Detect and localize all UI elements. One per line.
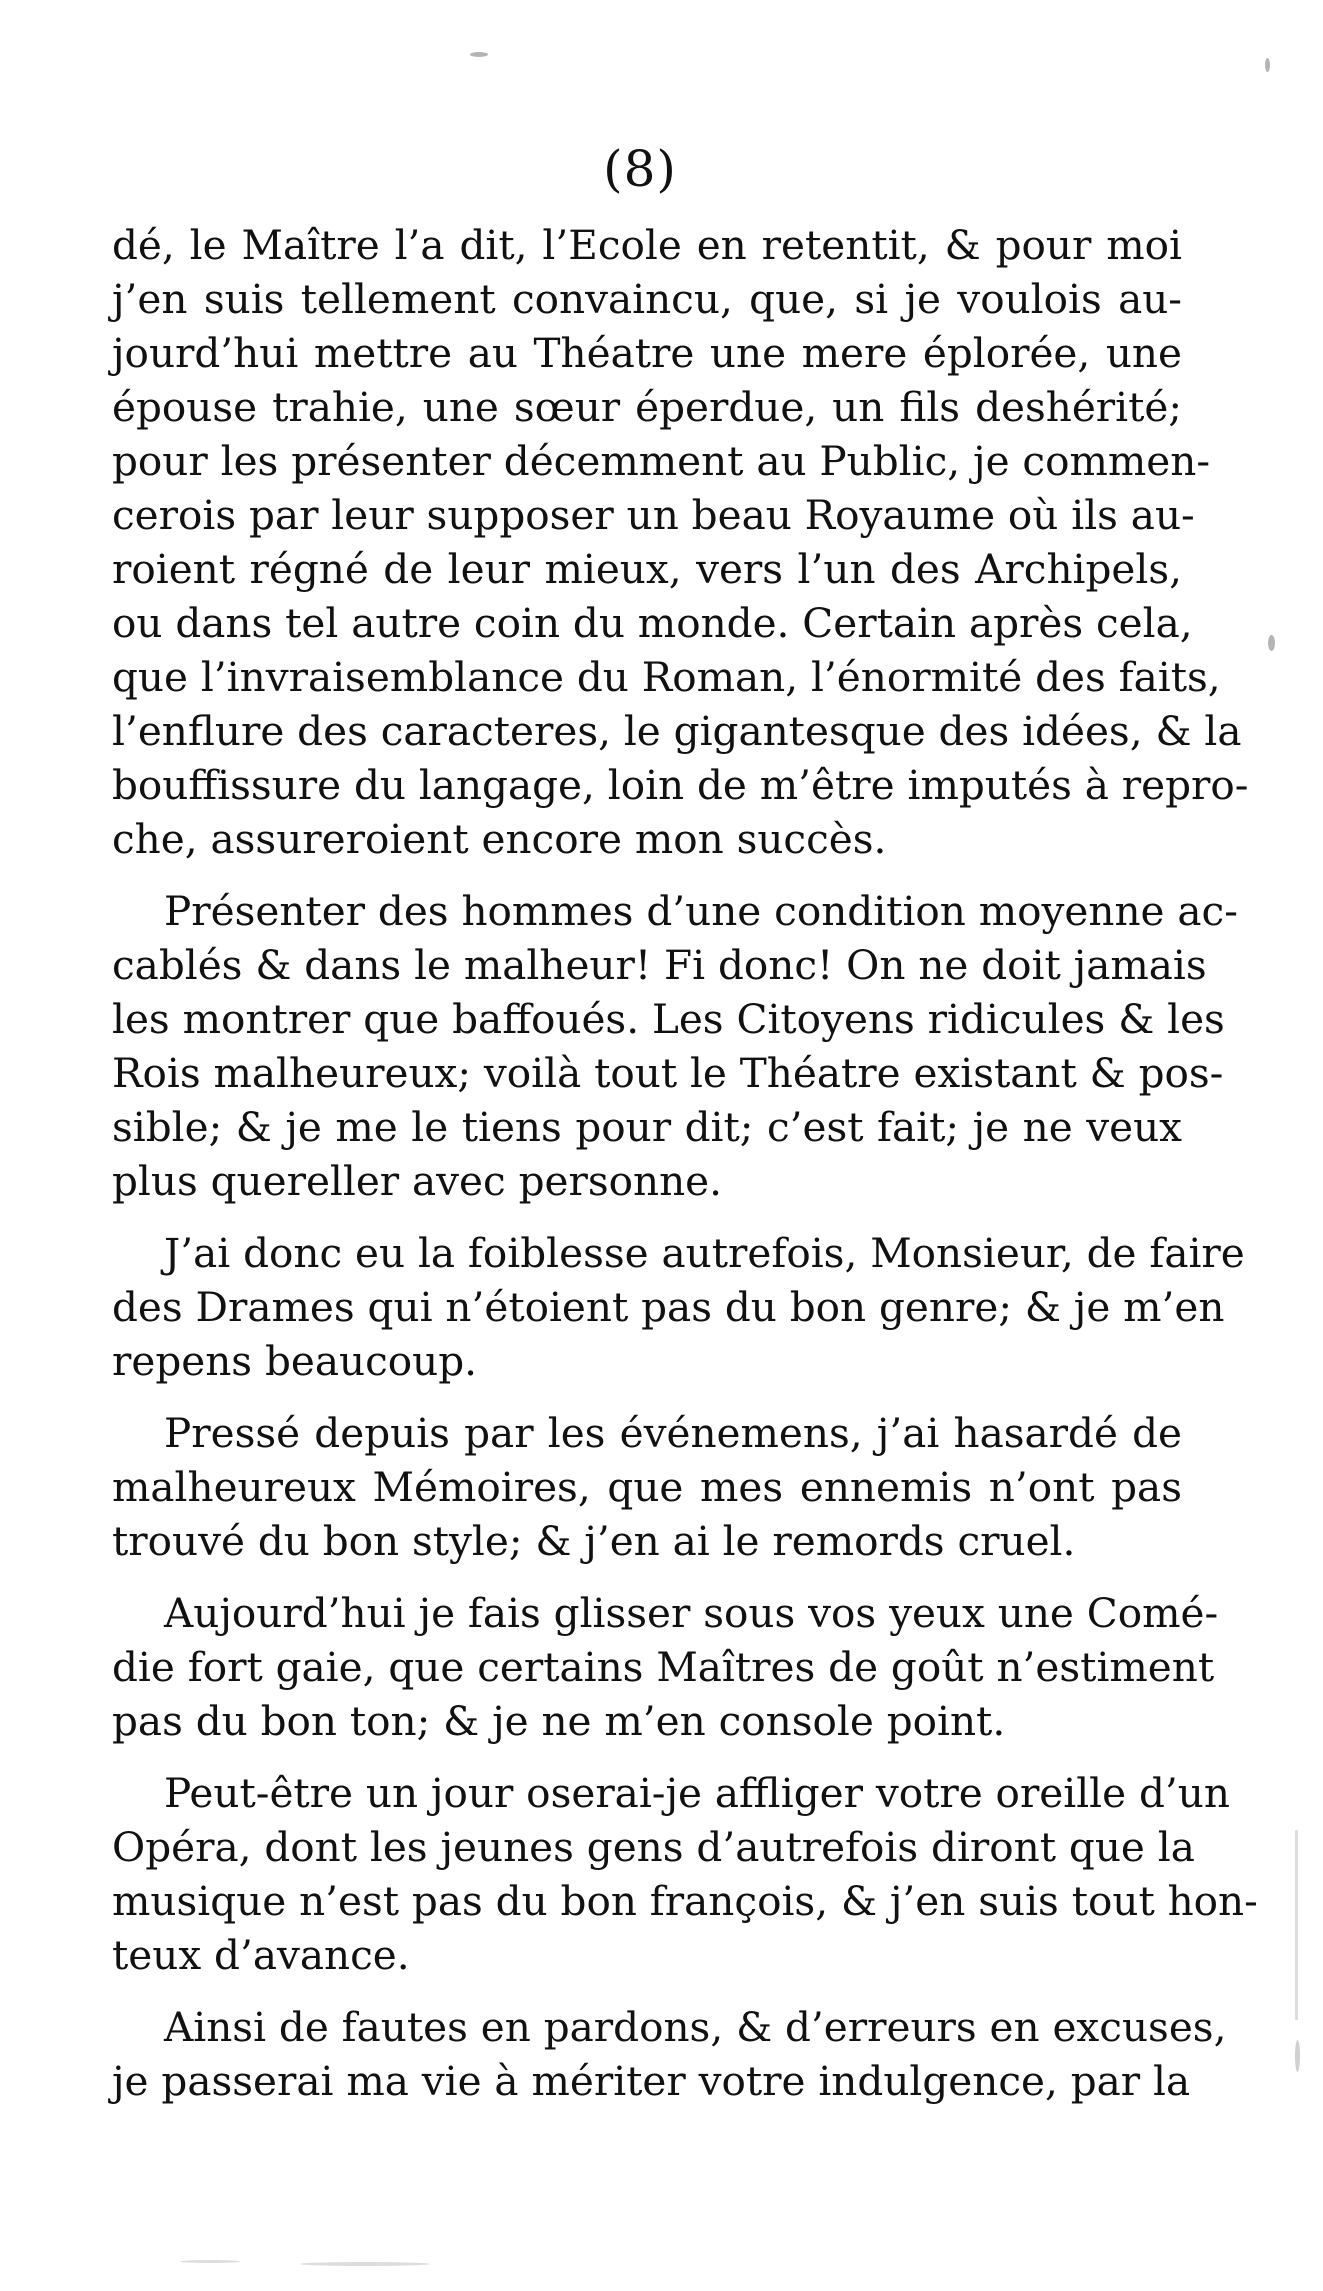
text-line: jourd’hui mettre au Théatre une mere éplorée, une [112, 329, 1182, 377]
text-line: ou dans tel autre coin du monde. Certain après cela, [112, 599, 1193, 647]
paragraph-5 [112, 1586, 1219, 1748]
text-line: épouse trahie, une sœur éperdue, un fils deshérité; [112, 383, 1182, 431]
text-line: cerois par leur supposer un beau Royaume où ils au- [112, 491, 1195, 539]
text-line: pour les présenter décemment au Public, je commen- [112, 437, 1211, 485]
paragraph-4 [112, 1406, 1182, 1568]
text-line: trouvé du bon style; & j’en ai le remords cruel. [112, 1517, 1076, 1565]
paragraph-1 [112, 218, 1249, 866]
text-line: sible; & je me le tiens pour dit; c’est fait; je ne veux [112, 1103, 1182, 1151]
scan-speck [470, 52, 488, 57]
body-text [112, 218, 1258, 2126]
paragraph-6 [112, 1766, 1258, 1982]
text-line: des Drames qui n’étoient pas du bon genre; & je m’en [112, 1283, 1225, 1331]
text-line: bouffissure du langage, loin de m’être imputés à repro- [112, 761, 1249, 809]
text-line: die fort gaie, que certains Maîtres de goût n’estiment [112, 1643, 1215, 1691]
scan-speck [1268, 635, 1275, 651]
paragraph-7 [112, 2000, 1227, 2108]
page-number: (8) [603, 140, 677, 198]
text-line: Rois malheureux; voilà tout le Théatre existant & pos- [112, 1049, 1224, 1097]
text-line: Pressé depuis par les événemens, j’ai hasardé de [164, 1409, 1182, 1457]
paragraph-3 [112, 1226, 1245, 1388]
scan-speck [1295, 2040, 1300, 2072]
text-line: pas du bon ton; & je ne m’en console point. [112, 1697, 1006, 1745]
text-line: les montrer que baffoués. Les Citoyens ridicules & les [112, 995, 1225, 1043]
text-line: j’en suis tellement convaincu, que, si je voulois au- [112, 275, 1182, 323]
text-line: Opéra, dont les jeunes gens d’autrefois diront que la [112, 1823, 1195, 1871]
text-line: Peut-être un jour oserai-je affliger votre oreille d’un [164, 1769, 1230, 1817]
text-line: plus quereller avec personne. [112, 1157, 723, 1205]
text-line: cablés & dans le malheur! Fi donc! On ne doit jamais [112, 941, 1207, 989]
scan-speck [300, 2262, 430, 2266]
scan-speck [1295, 1830, 1298, 2020]
scan-speck [180, 2260, 240, 2263]
text-line: dé, le Maître l’a dit, l’Ecole en retentit, & pour moi [112, 221, 1182, 269]
text-line: roient régné de leur mieux, vers l’un des Archipels, [112, 545, 1182, 593]
paragraph-2 [112, 884, 1238, 1208]
text-line: Présenter des hommes d’une condition moyenne ac- [164, 887, 1238, 935]
text-line: che, assureroient encore mon succès. [112, 815, 887, 863]
text-line: Ainsi de fautes en pardons, & d’erreurs en excuses, [164, 2003, 1227, 2051]
text-line: Aujourd’hui je fais glisser sous vos yeux une Comé- [164, 1589, 1219, 1637]
text-line: musique n’est pas du bon françois, & j’en suis tout hon- [112, 1877, 1258, 1925]
text-line: J’ai donc eu la foiblesse autrefois, Monsieur, de faire [164, 1229, 1245, 1277]
text-line: que l’invraisemblance du Roman, l’énormité des faits, [112, 653, 1221, 701]
text-line: je passerai ma vie à mériter votre indulgence, par la [112, 2057, 1191, 2105]
scan-speck [1265, 58, 1270, 72]
text-line: repens beaucoup. [112, 1337, 478, 1385]
text-line: teux d’avance. [112, 1931, 410, 1979]
text-line: l’enflure des caracteres, le gigantesque des idées, & la [112, 707, 1242, 755]
text-line: malheureux Mémoires, que mes ennemis n’ont pas [112, 1463, 1182, 1511]
